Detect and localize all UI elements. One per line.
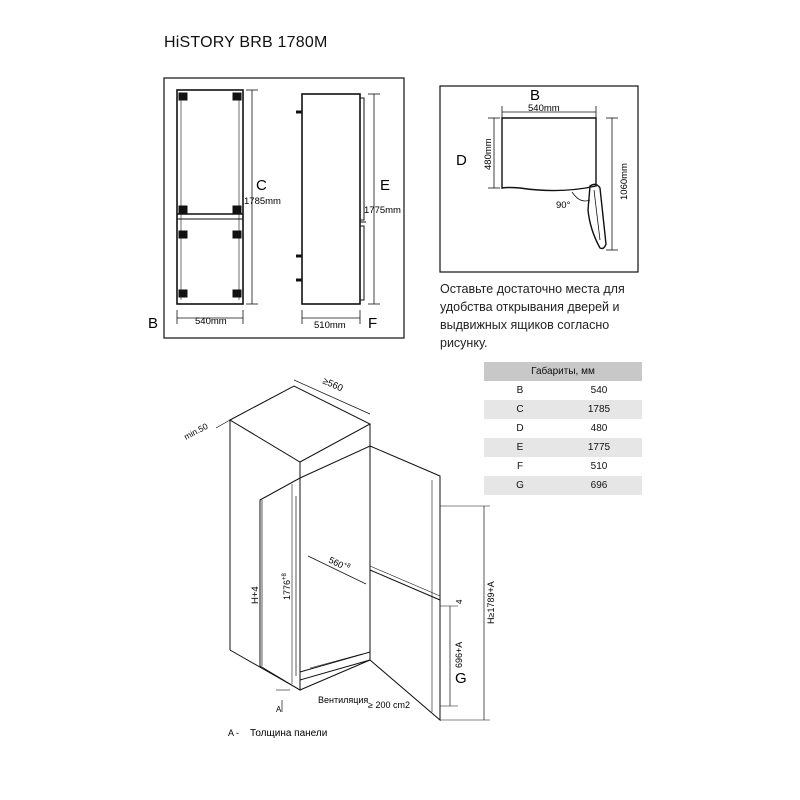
dim-value: 510 [590,461,608,472]
top-label-b: B [530,87,541,104]
install-legend-a: A - [228,728,240,738]
front-height-dim: 1785mm [244,196,281,207]
install-vent-area: ≥ 200 cm2 [368,700,410,710]
top-depth-dim: 480mm [483,138,494,170]
side-label-e: E [380,177,391,194]
install-lower-door: 696+A [454,641,464,668]
install-panel-a: A [276,705,282,714]
dim-label: F [516,461,524,472]
install-depth-min: ≥560 [320,375,345,395]
install-lower-gap: 4 [455,599,464,604]
side-depth-dim: 510mm [314,320,346,331]
dim-label: B [516,385,524,396]
install-ventilation: Вентиляция [318,695,369,705]
table-row [484,419,642,438]
table-row [484,438,642,457]
front-view-cabinet [177,90,243,304]
side-height-dim: 1775mm [364,205,401,216]
top-clearance-dim: 1060mm [619,163,630,200]
install-label-g: G [455,670,467,687]
installation-drawing [216,380,490,720]
dim-value: 1775 [556,438,642,457]
table-row [484,457,642,476]
table-row [484,476,642,495]
install-legend-text: Толщина панели [250,728,328,739]
front-label-c: C [256,177,267,194]
top-label-d: D [456,152,467,169]
table-row [484,400,642,419]
dim-value: 540 [590,385,608,396]
install-niche-height: $1776^{+8}$ [282,573,292,600]
install-gap-min: min.50 [182,420,210,442]
side-label-f: F [368,315,378,332]
install-niche-width: $560^{+8}$ [327,554,352,571]
dim-label: G [484,476,556,495]
dimensions-table-header: Габариты, мм [484,362,642,381]
install-h-plus: H+4 [250,586,261,604]
dim-label: E [484,438,556,457]
dim-value: 1785 [556,400,642,419]
dim-value: 696 [556,476,642,495]
side-view-cabinet [302,94,360,304]
dimensions-table [484,362,642,495]
top-angle: 90° [556,200,571,211]
front-width-dim: 540mm [195,316,227,327]
front-label-b: B [148,315,159,332]
install-h-total: H≥1789+A [486,581,496,624]
page-title: HiSTORY BRB 1780M [164,34,328,51]
dim-label: C [484,400,556,419]
table-row [484,381,642,400]
dim-label: D [516,423,524,434]
dim-value: 480 [590,423,608,434]
top-width-dim: 540mm [528,103,560,114]
door-clearance-note: Оставьте достаточно места для удобства открывания дверей и выдвижных ящиков согласно рисунку. [440,282,625,350]
